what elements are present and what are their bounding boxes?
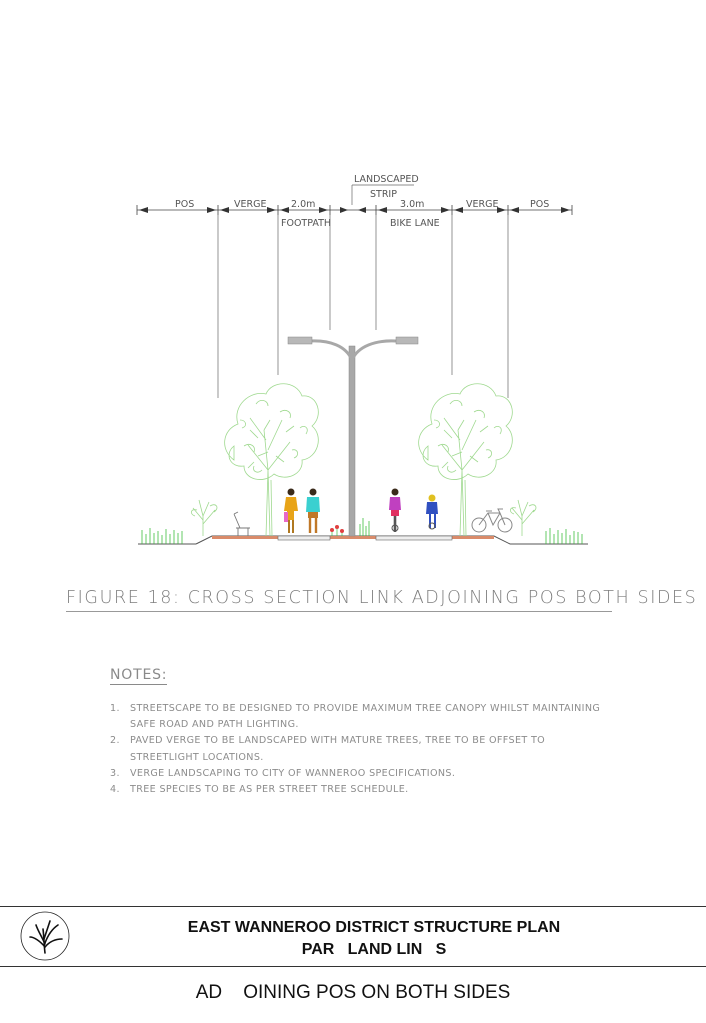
extension-lines <box>218 215 508 398</box>
note-item <box>110 766 610 782</box>
pedestrian-1 <box>284 489 298 534</box>
note-text: PAVED VERGE TO BE LANDSCAPED WITH MATURE TREES, TREE TO BE OFFSET TO STREETLIGHT LOCATIONS. <box>130 735 546 763</box>
note-text: TREE SPECIES TO BE AS PER STREET TREE SCHEDULE. <box>130 784 409 796</box>
cyclist-2 <box>426 495 438 530</box>
notes-heading: NOTES: <box>110 667 168 683</box>
dim-bike-lane-width: 3.0m <box>400 199 425 210</box>
note-item <box>110 733 610 765</box>
grass-clumps <box>142 518 582 544</box>
note-text: VERGE LANDSCAPING TO CITY OF WANNEROO SPECIFICATIONS. <box>130 767 456 779</box>
note-item <box>110 701 610 733</box>
paved-surface <box>212 536 494 540</box>
plan-subtitle: PAR LAND LIN S <box>301 941 447 958</box>
parked-bicycle <box>472 509 512 532</box>
dim-verge-left: VERGE <box>234 199 267 210</box>
flowers <box>330 525 344 536</box>
tree-left <box>225 384 319 536</box>
dim-landscaped-strip-1: LANDSCAPED <box>354 174 419 185</box>
note-text: STREETSCAPE TO BE DESIGNED TO PROVIDE MAXIMUM TREE CANOPY WHILST MAINTAINING SAFE ROAD AND PATH LIGHTING. <box>130 703 601 731</box>
dim-bike-lane-label: BIKE LANE <box>390 218 440 229</box>
dim-pos-left: POS <box>175 199 195 210</box>
dim-footpath-label: FOOTPATH <box>281 218 332 229</box>
dim-footpath-width: 2.0m <box>291 199 316 210</box>
dim-pos-right: POS <box>530 199 550 210</box>
dim-landscaped-strip-2: STRIP <box>370 189 397 200</box>
note-number: 1. <box>110 703 120 714</box>
title-block-top-rule <box>0 906 706 907</box>
figure-caption-underline <box>66 611 612 612</box>
note-number: 4. <box>110 784 120 796</box>
title-block-bottom-rule <box>0 966 706 967</box>
sheet-title: AD OINING POS ON BOTH SIDES <box>195 982 511 1003</box>
figure-caption: FIGURE 18: CROSS SECTION LINK ADJOINING POS BOTH SIDES <box>66 588 698 608</box>
notes-list <box>110 701 610 798</box>
dimension-line <box>137 205 572 215</box>
plan-title: EAST WANNEROO DISTRICT STRUCTURE PLAN <box>187 919 561 936</box>
dim-verge-right: VERGE <box>466 199 499 210</box>
cyclist-1 <box>389 489 401 533</box>
note-number: 2. <box>110 735 120 747</box>
bench <box>234 512 250 536</box>
plant-logo-icon <box>20 911 70 961</box>
note-item <box>110 782 610 798</box>
note-number: 3. <box>110 767 120 779</box>
pedestrian-2 <box>306 489 320 534</box>
